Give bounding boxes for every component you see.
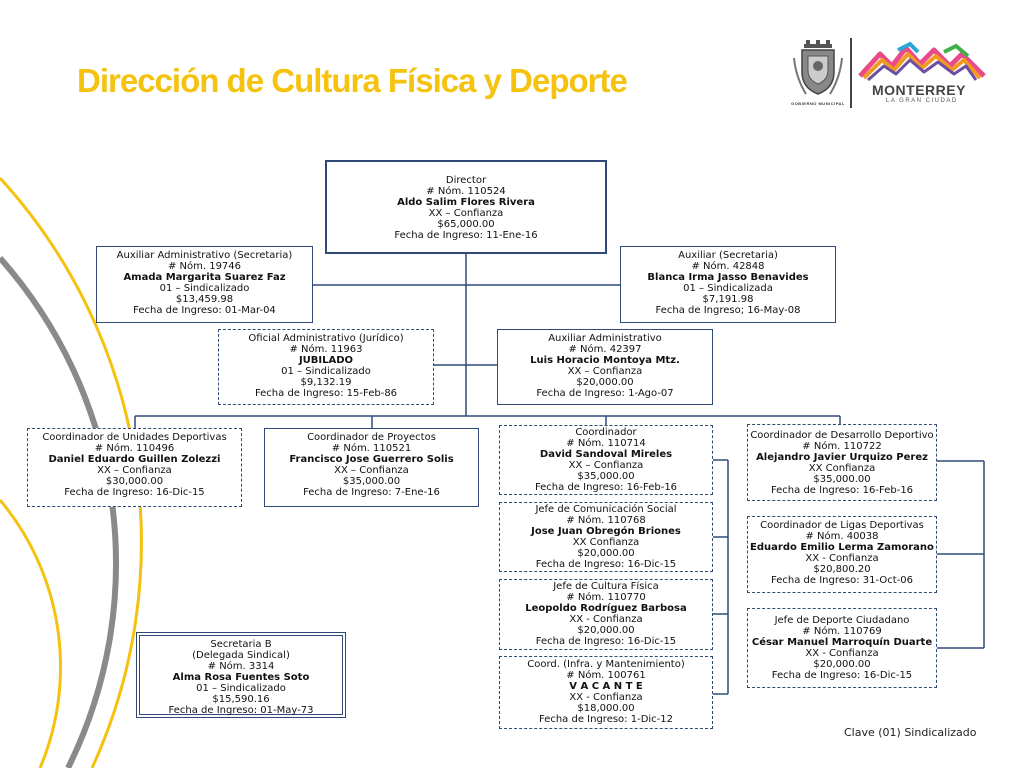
box-salary: $15,590.16: [212, 694, 270, 705]
box-person-name: Amada Margarita Suarez Faz: [123, 272, 286, 283]
box-role: Auxiliar Administrativo (Secretaria): [116, 250, 293, 261]
box-role: Jefe de Comunicación Social: [535, 504, 677, 515]
director-box[interactable]: [325, 160, 607, 254]
box-hire-date: Fecha de Ingreso: 01-May-73: [168, 705, 314, 716]
city-name: MONTERREY: [872, 82, 966, 98]
box-contract-type: XX - Confianza: [805, 648, 879, 659]
box-hire-date: Fecha de Ingreso: 1-Ago-07: [536, 388, 674, 399]
box-hire-date: Fecha de Ingreso: 1-Dic-12: [538, 714, 673, 725]
box-salary: $65,000.00: [437, 219, 495, 230]
box-salary: $18,000.00: [577, 703, 635, 714]
box-nomina: # Nóm. 19746: [167, 261, 242, 272]
box-role: Jefe de Cultura Física: [553, 581, 659, 592]
box-nomina: # Nóm. 42397: [568, 344, 642, 355]
box-nomina: # Nóm. 100761: [566, 670, 646, 681]
jefe-deporte-ciudadano-box[interactable]: [747, 608, 937, 688]
box-person-name: Blanca Irma Jasso Benavides: [647, 272, 809, 283]
box-person-name: Jose Juan Obregón Briones: [531, 526, 681, 537]
box-contract-type: XX Confianza: [572, 537, 640, 548]
box-role: Coordinador de Unidades Deportivas: [42, 432, 227, 443]
coord-unidades-box[interactable]: [27, 428, 242, 507]
box-person-name: V A C A N T E: [569, 681, 643, 692]
box-hire-date: Fecha de Ingreso; 16-May-08: [655, 305, 801, 316]
box-salary: $7,191.98: [702, 294, 754, 305]
box-salary: $30,000.00: [105, 476, 164, 487]
box-nomina: # Nóm. 110770: [566, 592, 646, 603]
box-contract-type: XX – Confianza: [97, 465, 172, 476]
box-contract-type: 01 – Sindicalizado: [281, 366, 371, 377]
box-salary: $20,000.00: [577, 548, 635, 559]
aux-secretaria-right-box[interactable]: [620, 246, 836, 323]
box-hire-date: Fecha de Ingreso: 7-Ene-16: [303, 487, 440, 498]
box-hire-date: Fecha de Ingreso: 16-Feb-16: [770, 485, 914, 496]
box-role: Coord. (Infra. y Mantenimiento): [527, 659, 685, 670]
box-nomina: # Nóm. 110496: [94, 443, 175, 454]
box-contract-type: XX – Confianza: [334, 465, 409, 476]
box-hire-date: Fecha de Ingreso: 11-Ene-16: [394, 230, 538, 241]
aux-secretaria-left-box[interactable]: [96, 246, 313, 323]
box-person-name: Eduardo Emilio Lerma Zamorano: [750, 542, 934, 553]
box-salary: $35,000.00: [342, 476, 401, 487]
box-person-name: Leopoldo Rodríguez Barbosa: [525, 603, 687, 614]
box-nomina: # Nóm. 110714: [566, 438, 646, 449]
box-contract-type: XX Confianza: [808, 463, 876, 474]
page-title: Dirección de Cultura Física y Deporte: [77, 62, 627, 99]
box-person-name: JUBILADO: [298, 355, 354, 366]
coord-proyectos-box[interactable]: [264, 428, 479, 507]
box-role: Coordinador de Proyectos: [307, 432, 436, 443]
box-person-name: Alma Rosa Fuentes Soto: [172, 672, 310, 683]
box-contract-type: XX - Confianza: [569, 614, 643, 625]
box-contract-type: 01 – Sindicalizado: [196, 683, 286, 694]
box-contract-type: XX – Confianza: [568, 460, 644, 471]
box-person-name: Luis Horacio Montoya Mtz.: [530, 355, 680, 366]
legend-clave: Clave (01) Sindicalizado: [844, 726, 977, 739]
coord-infraestructura-box[interactable]: [499, 656, 713, 729]
box-nomina: # Nóm. 110769: [802, 626, 882, 637]
box-person-name: Francisco Jose Guerrero Solis: [289, 454, 454, 465]
box-nomina: # Nóm. 110521: [331, 443, 412, 454]
coord-ligas-box[interactable]: [747, 516, 937, 593]
box-role: Oficial Administrativo (Jurídico): [248, 333, 404, 344]
city-tagline: LA GRAN CIUDAD: [886, 98, 958, 104]
box-role: Jefe de Deporte Ciudadano: [774, 615, 910, 626]
box-person-name: David Sandoval Mireles: [539, 449, 673, 460]
box-salary: $20,800.20: [813, 564, 871, 575]
box-role: Director: [445, 175, 487, 186]
box-salary: $9,132.19: [300, 377, 352, 388]
box-salary: $20,000.00: [576, 377, 634, 388]
box-salary: $20,000.00: [813, 659, 871, 670]
box-role: Auxiliar (Secretaria): [678, 250, 778, 261]
box-hire-date: Fecha de Ingreso: 16-Dic-15: [64, 487, 205, 498]
secretaria-b-box[interactable]: [136, 632, 346, 718]
box-salary: $35,000.00: [577, 471, 635, 482]
box-nomina: # Nóm. 110524: [426, 186, 506, 197]
jefe-cultura-fisica-box[interactable]: [499, 579, 713, 650]
box-hire-date: Fecha de Ingreso: 01-Mar-04: [133, 305, 276, 316]
box-salary: $20,000.00: [577, 625, 635, 636]
coord-desarrollo-box[interactable]: [747, 424, 937, 501]
box-contract-type: XX - Confianza: [569, 692, 643, 703]
box-nomina: # Nóm. 110722: [802, 441, 882, 452]
box-person-name: Alejandro Javier Urquizo Perez: [756, 452, 928, 463]
box-nomina: # Nóm. 42848: [691, 261, 765, 272]
box-role: Coordinador: [575, 427, 637, 438]
oficial-juridico-box[interactable]: [218, 329, 434, 405]
box-hire-date: Fecha de Ingreso: 31-Oct-06: [771, 575, 913, 586]
jefe-comunicacion-box[interactable]: [499, 502, 713, 572]
aux-administrativo-box[interactable]: [497, 329, 713, 405]
box-nomina: # Nóm. 3314: [207, 661, 275, 672]
box-person-name: Aldo Salim Flores Rivera: [397, 197, 535, 208]
box-nomina: # Nóm. 40038: [805, 531, 879, 542]
box-person-name: Daniel Eduardo Guillen Zolezzi: [48, 454, 221, 465]
box-subrole: (Delegada Sindical): [192, 650, 290, 661]
box-contract-type: XX – Confianza: [567, 366, 643, 377]
box-hire-date: Fecha de Ingreso: 15-Feb-86: [254, 388, 398, 399]
box-role: Coordinador de Ligas Deportivas: [760, 520, 924, 531]
box-hire-date: Fecha de Ingreso: 16-Dic-15: [535, 636, 677, 647]
box-nomina: # Nóm. 110768: [566, 515, 646, 526]
coordinador-box[interactable]: [499, 425, 713, 495]
box-contract-type: 01 – Sindicalizado: [159, 283, 250, 294]
gobierno-municipal-label: GOBIERNO MUNICIPAL: [791, 101, 845, 106]
box-role: Secretaria B: [210, 639, 272, 650]
box-person-name: César Manuel Marroquín Duarte: [751, 637, 933, 648]
box-contract-type: 01 – Sindicalizada: [683, 283, 773, 294]
box-contract-type: XX - Confianza: [805, 553, 879, 564]
box-hire-date: Fecha de Ingreso: 16-Dic-15: [535, 559, 677, 570]
box-contract-type: XX – Confianza: [428, 208, 504, 219]
box-salary: $35,000.00: [813, 474, 871, 485]
box-nomina: # Nóm. 11963: [289, 344, 363, 355]
box-salary: $13,459.98: [175, 294, 234, 305]
box-hire-date: Fecha de Ingreso: 16-Dic-15: [771, 670, 913, 681]
box-role: Auxiliar Administrativo: [548, 333, 662, 344]
box-role: Coordinador de Desarrollo Deportivo: [750, 430, 934, 441]
box-hire-date: Fecha de Ingreso: 16-Feb-16: [534, 482, 678, 493]
